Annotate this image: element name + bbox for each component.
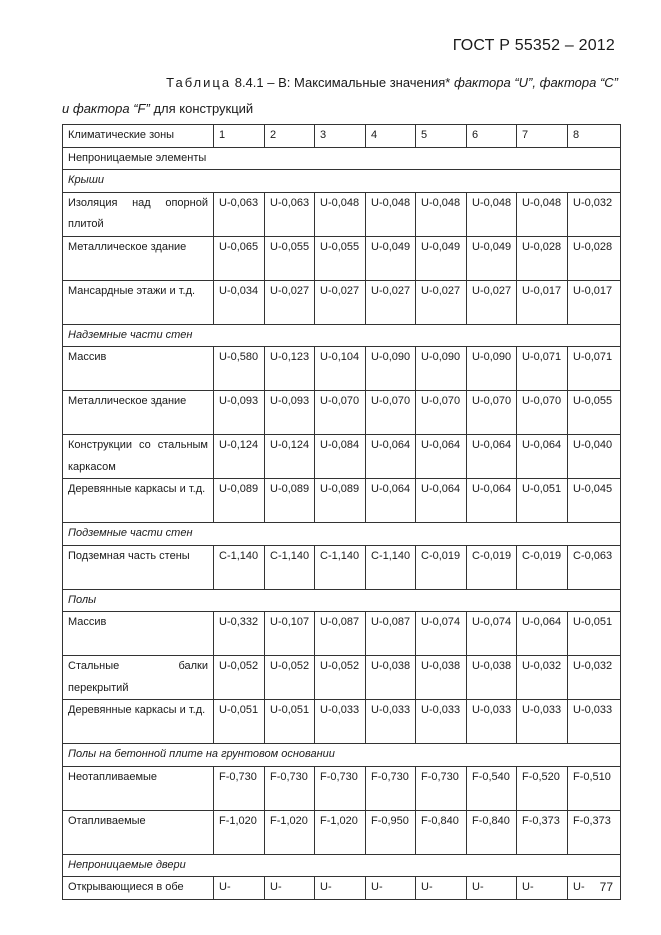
- caption-for-constructions: для конструкций: [153, 101, 254, 116]
- page-number: 77: [599, 880, 613, 894]
- value-cell: U-0,070: [517, 391, 568, 435]
- caption-number: 8.4.1 – В:: [234, 75, 291, 90]
- row-name: Подземная часть стены: [63, 545, 214, 589]
- value-cell: U-0,074: [467, 612, 517, 656]
- value-cell: F-0,730: [315, 766, 366, 810]
- value-cell: U-0,028: [517, 236, 568, 280]
- table-row: [63, 479, 621, 523]
- climate-zones-table: [62, 124, 621, 900]
- value-cell: U-0,124: [265, 435, 315, 479]
- value-cell: U-0,055: [265, 236, 315, 280]
- row-name: Отапливаемые: [63, 810, 214, 854]
- value-cell: U-0,090: [416, 347, 467, 391]
- caption-factor-f: и фактора “F”: [62, 101, 150, 116]
- value-cell: U-0,033: [366, 700, 416, 744]
- header-zone: 3: [315, 125, 366, 148]
- value-cell: U-: [366, 877, 416, 900]
- value-cell: C-1,140: [366, 545, 416, 589]
- header-zone: 7: [517, 125, 568, 148]
- value-cell: U-0,107: [265, 612, 315, 656]
- value-cell: F-0,373: [517, 810, 568, 854]
- value-cell: U-0,084: [315, 435, 366, 479]
- value-cell: U-0,064: [416, 479, 467, 523]
- section-label: Непроницаемые двери: [63, 854, 621, 877]
- caption-label: Таблица: [166, 75, 232, 90]
- value-cell: F-0,840: [416, 810, 467, 854]
- header-zone: 8: [568, 125, 621, 148]
- value-cell: U-0,052: [214, 656, 265, 700]
- row-name: Открывающиеся в обе: [63, 877, 214, 900]
- value-cell: U-0,063: [214, 192, 265, 236]
- header-zone: 6: [467, 125, 517, 148]
- row-name: Изоляция над опорной плитой: [63, 192, 214, 236]
- table-caption-continued: [62, 100, 618, 117]
- value-cell: U-0,033: [568, 700, 621, 744]
- value-cell: U-0,032: [517, 656, 568, 700]
- value-cell: U-0,017: [568, 280, 621, 324]
- value-cell: F-1,020: [265, 810, 315, 854]
- value-cell: U-0,055: [315, 236, 366, 280]
- value-cell: U-0,070: [416, 391, 467, 435]
- value-cell: U-0,033: [315, 700, 366, 744]
- value-cell: C-0,019: [416, 545, 467, 589]
- row-name: Деревянные каркасы и т.д.: [63, 700, 214, 744]
- value-cell: F-0,840: [467, 810, 517, 854]
- value-cell: F-0,730: [416, 766, 467, 810]
- value-cell: C-1,140: [315, 545, 366, 589]
- value-cell: U-0,064: [517, 435, 568, 479]
- table-row: [63, 810, 621, 854]
- section-row: [63, 854, 621, 877]
- value-cell: U-0,052: [265, 656, 315, 700]
- value-cell: U-0,034: [214, 280, 265, 324]
- section-label: Подземные части стен: [63, 523, 621, 546]
- value-cell: U-0,051: [568, 612, 621, 656]
- header-zone: 1: [214, 125, 265, 148]
- value-cell: U-0,033: [467, 700, 517, 744]
- header-zone: 5: [416, 125, 467, 148]
- value-cell: U-0,051: [214, 700, 265, 744]
- value-cell: U-0,048: [366, 192, 416, 236]
- section-row: [63, 744, 621, 767]
- value-cell: U-: [265, 877, 315, 900]
- value-cell: C-0,019: [467, 545, 517, 589]
- value-cell: U-: [467, 877, 517, 900]
- row-name: Металлическое здание: [63, 236, 214, 280]
- table-row: [63, 700, 621, 744]
- value-cell: C-1,140: [214, 545, 265, 589]
- row-name: Деревянные каркасы и т.д.: [63, 479, 214, 523]
- value-cell: F-0,510: [568, 766, 621, 810]
- row-name: Металлическое здание: [63, 391, 214, 435]
- value-cell: U-0,033: [517, 700, 568, 744]
- section-label: Непроницаемые элементы: [63, 147, 621, 170]
- table-row: [63, 280, 621, 324]
- value-cell: U-0,090: [467, 347, 517, 391]
- value-cell: U-0,027: [315, 280, 366, 324]
- value-cell: U-: [315, 877, 366, 900]
- value-cell: U-0,064: [366, 435, 416, 479]
- value-cell: U-0,332: [214, 612, 265, 656]
- value-cell: U-0,040: [568, 435, 621, 479]
- value-cell: U-0,048: [315, 192, 366, 236]
- value-cell: F-0,520: [517, 766, 568, 810]
- value-cell: U-0,089: [315, 479, 366, 523]
- table-row: [63, 766, 621, 810]
- value-cell: U-0,064: [366, 479, 416, 523]
- section-label: Надземные части стен: [63, 324, 621, 347]
- value-cell: U-0,064: [467, 435, 517, 479]
- value-cell: U-0,032: [568, 656, 621, 700]
- value-cell: U-0,071: [568, 347, 621, 391]
- value-cell: C-0,019: [517, 545, 568, 589]
- value-cell: F-0,730: [214, 766, 265, 810]
- value-cell: U-0,580: [214, 347, 265, 391]
- row-name: Стальные балки перекрытий: [63, 656, 214, 700]
- section-label: Полы: [63, 589, 621, 612]
- document-code: ГОСТ Р 55352 – 2012: [452, 37, 615, 54]
- table-row: [63, 612, 621, 656]
- value-cell: U-0,071: [517, 347, 568, 391]
- row-name: Неотапливаемые: [63, 766, 214, 810]
- table-caption: [62, 74, 618, 91]
- value-cell: U-0,090: [366, 347, 416, 391]
- value-cell: U-0,032: [568, 192, 621, 236]
- value-cell: U-0,038: [366, 656, 416, 700]
- value-cell: U-0,027: [366, 280, 416, 324]
- value-cell: U-0,087: [366, 612, 416, 656]
- value-cell: U-0,027: [416, 280, 467, 324]
- value-cell: U-0,070: [467, 391, 517, 435]
- value-cell: F-1,020: [214, 810, 265, 854]
- value-cell: U-0,048: [467, 192, 517, 236]
- value-cell: U-0,033: [416, 700, 467, 744]
- header-zones-label: Климатические зоны: [63, 125, 214, 148]
- value-cell: U-0,045: [568, 479, 621, 523]
- value-cell: U-0,064: [416, 435, 467, 479]
- row-name: Мансардные этажи и т.д.: [63, 280, 214, 324]
- value-cell: U-0,048: [517, 192, 568, 236]
- value-cell: U-0,065: [214, 236, 265, 280]
- section-row: [63, 324, 621, 347]
- value-cell: U-0,027: [265, 280, 315, 324]
- table-body: [63, 125, 621, 900]
- value-cell: U-0,049: [467, 236, 517, 280]
- section-label: Полы на бетонной плите на грунтовом основании: [63, 744, 621, 767]
- value-cell: U-0,093: [214, 391, 265, 435]
- value-cell: U-0,089: [214, 479, 265, 523]
- caption-factors: фактора “U”, фактора “C”: [453, 75, 618, 90]
- table-row: [63, 347, 621, 391]
- section-row: [63, 523, 621, 546]
- value-cell: U-0,038: [467, 656, 517, 700]
- section-row: [63, 170, 621, 193]
- value-cell: F-0,540: [467, 766, 517, 810]
- table-row: [63, 435, 621, 479]
- table-row: [63, 236, 621, 280]
- section-row: [63, 589, 621, 612]
- value-cell: U-0,123: [265, 347, 315, 391]
- value-cell: C-0,063: [568, 545, 621, 589]
- value-cell: U-: [568, 877, 621, 900]
- table-row: [63, 656, 621, 700]
- value-cell: U-0,038: [416, 656, 467, 700]
- value-cell: U-0,124: [214, 435, 265, 479]
- row-name: Конструкции со стальным каркасом: [63, 435, 214, 479]
- table-row: [63, 391, 621, 435]
- caption-text: Максимальные значения*: [294, 75, 451, 90]
- value-cell: F-0,373: [568, 810, 621, 854]
- value-cell: F-0,730: [265, 766, 315, 810]
- table-row: [63, 877, 621, 900]
- value-cell: U-0,063: [265, 192, 315, 236]
- value-cell: C-1,140: [265, 545, 315, 589]
- value-cell: F-0,950: [366, 810, 416, 854]
- value-cell: U-0,027: [467, 280, 517, 324]
- value-cell: U-0,049: [416, 236, 467, 280]
- value-cell: U-0,064: [467, 479, 517, 523]
- value-cell: U-0,064: [517, 612, 568, 656]
- value-cell: U-0,051: [517, 479, 568, 523]
- value-cell: U-: [214, 877, 265, 900]
- table-header-row: [63, 125, 621, 148]
- value-cell: U-0,055: [568, 391, 621, 435]
- header-zone: 2: [265, 125, 315, 148]
- value-cell: F-0,730: [366, 766, 416, 810]
- value-cell: U-: [416, 877, 467, 900]
- value-cell: U-0,070: [366, 391, 416, 435]
- value-cell: U-0,087: [315, 612, 366, 656]
- value-cell: U-0,028: [568, 236, 621, 280]
- section-label: Крыши: [63, 170, 621, 193]
- table-row: [63, 192, 621, 236]
- value-cell: U-0,052: [315, 656, 366, 700]
- row-name: Массив: [63, 612, 214, 656]
- row-name: Массив: [63, 347, 214, 391]
- section-row: [63, 147, 621, 170]
- value-cell: U-0,074: [416, 612, 467, 656]
- value-cell: U-: [517, 877, 568, 900]
- value-cell: U-0,048: [416, 192, 467, 236]
- value-cell: U-0,051: [265, 700, 315, 744]
- value-cell: F-1,020: [315, 810, 366, 854]
- value-cell: U-0,093: [265, 391, 315, 435]
- value-cell: U-0,049: [366, 236, 416, 280]
- table-row: [63, 545, 621, 589]
- value-cell: U-0,017: [517, 280, 568, 324]
- header-zone: 4: [366, 125, 416, 148]
- value-cell: U-0,070: [315, 391, 366, 435]
- value-cell: U-0,089: [265, 479, 315, 523]
- value-cell: U-0,104: [315, 347, 366, 391]
